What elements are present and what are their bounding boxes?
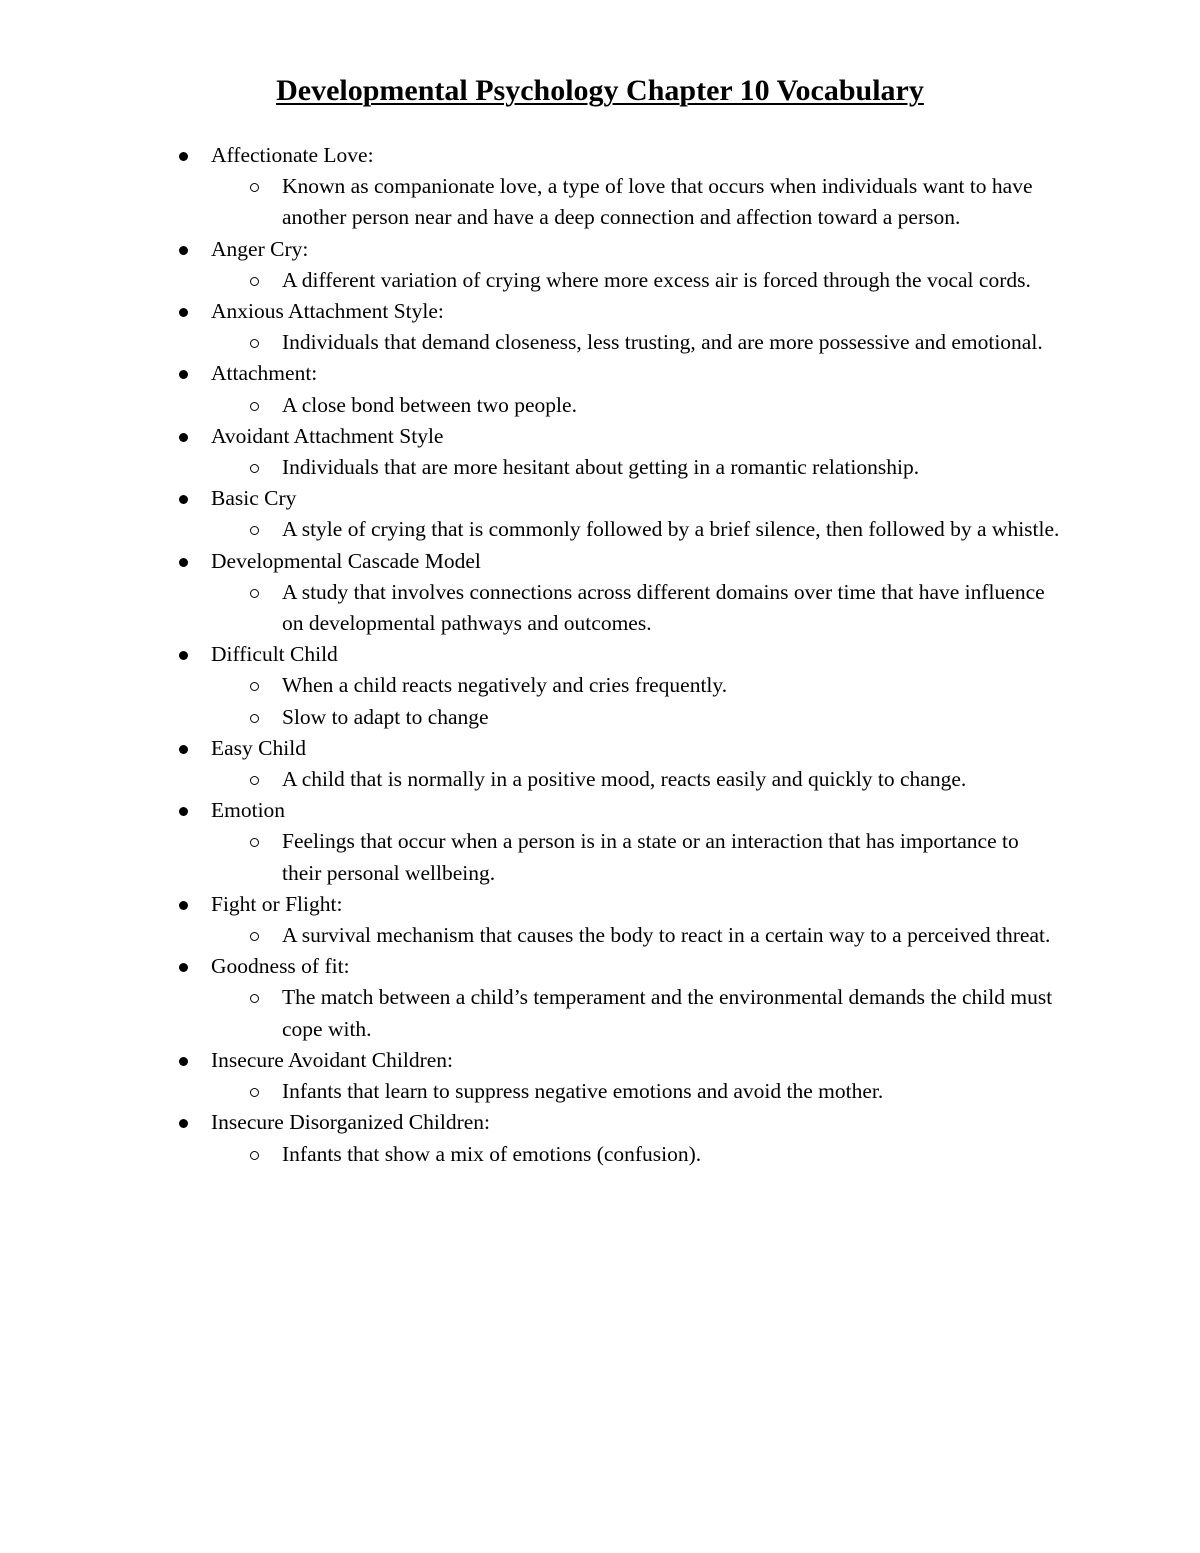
document-title: Developmental Psychology Chapter 10 Vocabulary [276,74,924,107]
vocabulary-definition: Infants that learn to suppress negative emotions and avoid the mother. [0,1076,1062,1107]
bullet-circle-icon [250,402,259,411]
vocabulary-term: Insecure Disorganized Children: [211,1110,491,1135]
vocabulary-entry [0,546,1200,640]
bullet-circle-icon [250,183,259,192]
bullet-disc-icon [179,1119,188,1128]
vocabulary-entry [0,795,1200,889]
vocabulary-definition: Feelings that occur when a person is in a state or an interaction that has importance to their personal wellbeing. [0,826,1062,888]
vocabulary-term: Avoidant Attachment Style [211,423,444,448]
bullet-disc-icon [179,495,188,504]
vocabulary-term: Developmental Cascade Model [211,548,481,573]
vocabulary-definition: Individuals that are more hesitant about getting in a romantic relationship. [0,452,1062,483]
bullet-disc-icon [179,308,188,317]
vocabulary-term: Difficult Child [211,642,338,667]
vocabulary-entry [0,421,1200,483]
bullet-disc-icon [179,370,188,379]
vocabulary-term: Fight or Flight: [211,891,343,916]
bullet-disc-icon [179,651,188,660]
bullet-disc-icon [179,807,188,816]
vocabulary-definition: A child that is normally in a positive mood, reacts easily and quickly to change. [0,764,1062,795]
vocabulary-definition: Slow to adapt to change [0,702,1062,733]
bullet-disc-icon [179,901,188,910]
vocabulary-entry [0,639,1200,733]
bullet-disc-icon [179,1057,188,1066]
vocabulary-entry [0,951,1200,1045]
bullet-disc-icon [179,152,188,161]
vocabulary-entry [0,733,1200,795]
bullet-disc-icon [179,745,188,754]
bullet-circle-icon [250,589,259,598]
vocabulary-definition: A survival mechanism that causes the body to react in a certain way to a perceived threat. [0,920,1062,951]
vocabulary-definition: A different variation of crying where more excess air is forced through the vocal cords. [0,265,1062,296]
vocabulary-definition: The match between a child’s temperament and the environmental demands the child must cope with. [0,982,1062,1044]
vocabulary-entry [0,1107,1200,1169]
vocabulary-definition: Individuals that demand closeness, less trusting, and are more possessive and emotional. [0,327,1062,358]
vocabulary-entry [0,358,1200,420]
vocabulary-entry [0,234,1200,296]
bullet-circle-icon [250,464,259,473]
vocabulary-entry [0,889,1200,951]
bullet-circle-icon [250,994,259,1003]
vocabulary-term: Affectionate Love: [211,143,374,167]
bullet-disc-icon [179,558,188,567]
bullet-disc-icon [179,433,188,442]
bullet-circle-icon [250,526,259,535]
bullet-disc-icon [179,246,188,255]
vocabulary-entry [0,140,1200,234]
vocabulary-definition: Known as companionate love, a type of love that occurs when individuals want to have another person near and have a deep connection and affection toward a person. [0,171,1062,233]
vocabulary-term: Basic Cry [211,486,297,511]
vocabulary-term: Attachment: [211,361,318,386]
bullet-circle-icon [250,776,259,785]
vocabulary-definition: A close bond between two people. [0,390,1062,421]
vocabulary-term: Insecure Avoidant Children: [211,1047,454,1072]
vocabulary-term: Easy Child [211,735,306,760]
vocabulary-definition: When a child reacts negatively and cries frequently. [0,670,1062,701]
bullet-circle-icon [250,339,259,348]
bullet-circle-icon [250,682,259,691]
bullet-circle-icon [250,838,259,847]
bullet-disc-icon [179,963,188,972]
vocabulary-entry [0,1045,1200,1107]
bullet-circle-icon [250,932,259,941]
bullet-circle-icon [250,1151,259,1160]
vocabulary-term: Anger Cry: [211,236,309,261]
vocabulary-list [0,140,1200,1170]
vocabulary-entry [0,296,1200,358]
bullet-circle-icon [250,277,259,286]
vocabulary-definition: A study that involves connections across different domains over time that have influence on developmental pathways and outcomes. [0,577,1062,639]
vocabulary-definition: A style of crying that is commonly followed by a brief silence, then followed by a whistle. [0,514,1062,545]
vocabulary-term: Goodness of fit: [211,954,350,979]
vocabulary-term: Emotion [211,798,286,823]
vocabulary-term: Anxious Attachment Style: [211,299,444,324]
bullet-circle-icon [250,714,259,723]
bullet-circle-icon [250,1088,259,1097]
vocabulary-entry [0,483,1200,545]
vocabulary-definition: Infants that show a mix of emotions (confusion). [0,1139,1062,1170]
